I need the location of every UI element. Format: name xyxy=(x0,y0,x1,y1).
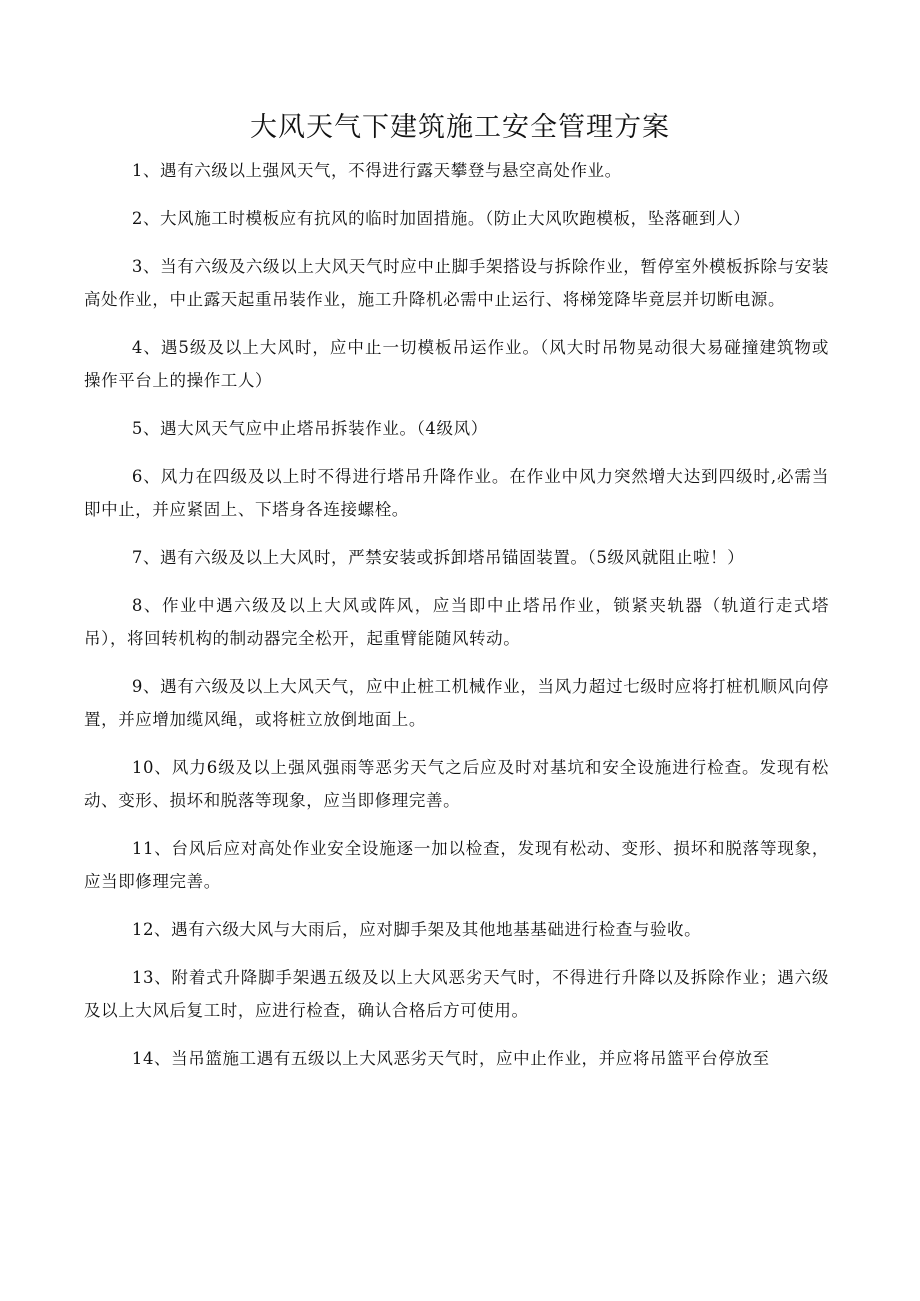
document-body xyxy=(84,154,829,1090)
paragraph-10: 10、风力6级及以上强风强雨等恶劣天气之后应及时对基坑和安全设施进行检查。发现有松动、变形、损坏和脱落等现象，应当即修理完善。 xyxy=(84,758,829,810)
document-title: 大风天气下建筑施工安全管理方案 xyxy=(250,112,670,143)
paragraph-9: 9、遇有六级及以上大风天气，应中止桩工机械作业，当风力超过七级时应将打桩机顺风向停置，并应增加缆风绳，或将桩立放倒地面上。 xyxy=(84,677,829,729)
paragraph-4: 4、遇5级及以上大风时，应中止一切模板吊运作业。（风大时吊物晃动很大易碰撞建筑物或操作平台上的操作工人） xyxy=(84,338,829,390)
paragraph-11: 11、台风后应对高处作业安全设施逐一加以检查，发现有松动、变形、损坏和脱落等现象，应当即修理完善。 xyxy=(84,839,829,891)
paragraph-7: 7、遇有六级及以上大风时，严禁安装或拆卸塔吊锚固装置。（5级风就阻止啦！） xyxy=(131,548,745,567)
paragraph-5: 5、遇大风天气应中止塔吊拆装作业。（4级风） xyxy=(131,419,488,438)
paragraph-14: 14、当吊篮施工遇有五级以上大风恶劣天气时，应中止作业，并应将吊篮平台停放至 xyxy=(131,1049,770,1068)
paragraph-8: 8、作业中遇六级及以上大风或阵风，应当即中止塔吊作业，锁紧夹轨器（轨道行走式塔吊），将回转机构的制动器完全松开，起重臂能随风转动。 xyxy=(84,596,829,648)
paragraph-2: 2、大风施工时模板应有抗风的临时加固措施。（防止大风吹跑模板，坠落砸到人） xyxy=(131,209,751,228)
paragraph-12: 12、遇有六级大风与大雨后，应对脚手架及其他地基基础进行检查与验收。 xyxy=(131,920,702,939)
paragraph-3: 3、当有六级及六级以上大风天气时应中止脚手架搭设与拆除作业，暂停室外模板拆除与安装高处作业，中止露天起重吊装作业，施工升降机必需中止运行、将梯笼降毕竟层并切断电源。 xyxy=(84,257,829,309)
paragraph-13: 13、附着式升降脚手架遇五级及以上大风恶劣天气时，不得进行升降以及拆除作业；遇六级及以上大风后复工时，应进行检查，确认合格后方可使用。 xyxy=(84,968,829,1020)
paragraph-6: 6、风力在四级及以上时不得进行塔吊升降作业。在作业中风力突然增大达到四级时,必需当即中止，并应紧固上、下塔身各连接螺栓。 xyxy=(84,467,829,519)
paragraph-1: 1、遇有六级以上强风天气，不得进行露天攀登与悬空高处作业。 xyxy=(131,161,622,180)
